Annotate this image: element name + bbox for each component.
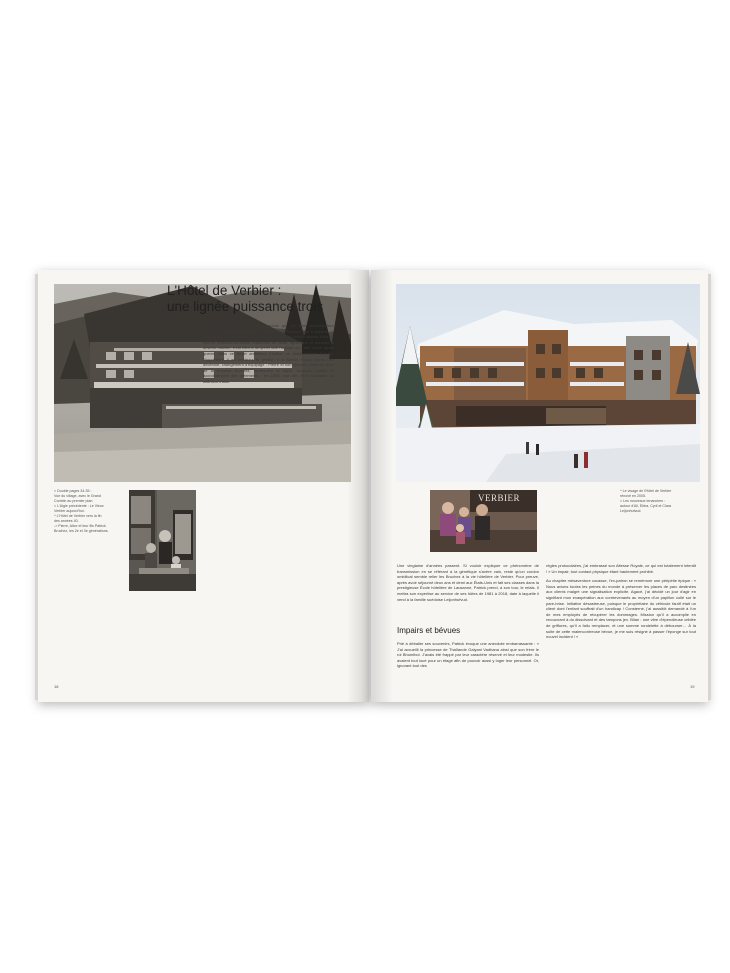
chapter-title [167,283,332,315]
paragraph: Une vingtaine d'années passent. Si vouloir expliquer ce phénomène de transmission en se référant à la génétique s'avère vain, reste qu'un cordon ombilical semble relier les Bruchez à la vie hôtelière de Verbier. Pour preuve, après avoir séjourné deux ans et demi aux États-Unis et fait ses classes dans la prestigieuse École hôtelière de Lausanne, Patrick prend, à son tour, le relais. Il mettra son expertise au service de ses hôtes de 1981 à 2018, date à laquelle il vend à la famille suédoise Leijonhufvud. [397,563,539,602]
caption-line: rénové en 2005. [620,494,646,498]
caption-line: des années 40. [54,519,79,523]
caption-line: < Double pages 34-35 : [54,489,92,493]
family-portrait-photo [129,490,196,591]
caption-line: Vue du village, avec le Grand [54,494,101,498]
right-body-col1-top [397,563,539,606]
paragraph: Prié à déballer ses souvenirs, Patrick évoque une anecdote embarrassante : « J'ai accueilli la princesse de Thaïlande Galyani Vadhana ainsi que son frère le roi Bhumibol. J'avais été frappé par leur caractère réservé et leur modestie. Ils avaient tout loué pour un étage afin de pouvoir aussi y loger leur personnel. Or, ignorant tout des [397,641,539,669]
caption-line: Combin au premier plan. [54,499,94,503]
page-number-right: 19 [690,684,695,689]
left-photo-caption [54,489,126,534]
right-photo-caption [620,489,700,514]
verbier-sign: VERBIER [478,493,521,503]
page-edge [35,274,38,700]
caption-line: -> Pierre, Alice et leur fils Patrick [54,524,106,528]
caption-line: ^ Le visage de l'Hôtel de Verbier [620,489,672,493]
left-body-text [203,323,334,389]
new-owners-photo [430,490,537,552]
caption-line: Verbier aujourd'hui. [54,509,85,513]
caption-line: ^ L'Hôtel de Verbier vers la fin [54,514,102,518]
caption-line: < L'Aigle précédente : Le Vieux [54,504,104,508]
right-body-col2 [546,563,696,644]
caption-line: autour d'Ali, Ebba, Cyril et Clara [620,504,672,508]
caption-line: Bruchez, les 2e et 3e générations. [54,529,109,533]
modern-hotel-photo [396,284,700,482]
right-body-col1-bottom [397,641,539,673]
page-number-left: 18 [54,684,59,689]
page-edge [708,274,711,700]
gutter-shadow [371,270,393,702]
caption-line: < Les nouveaux tenanciers : [620,499,666,503]
paragraph: règles protocolaires, j'ai embrassé son Altesse Royale, ce qui est totalement interdit ! » Un impair, tout contact physique étant hautement prohibé. [546,563,696,574]
title-line: L'Hôtel de Verbier : [167,283,282,298]
title-line: une lignée puissance trois [167,299,324,314]
paragraph: Alexis, Pierre, Patrick… Trois prénoms qui ont pour dénominateur commun d'appartenir tous à la dynastie des Bruchez, qui a présidé du grand-père en petit-fils à la destinée de l'Hôtel de Verbier depuis 1944. Si rien ne prédestinait Alexis, marchand de bétail, agriculteur et boucher, à devenir hôtelier, c'est bien à lui qu'on doit l'audace de s'être lancé, après guerre, dans ce projet ambitieux d'édifier un établissement hôtelier. Propriétaire, il en confierra la gestion à la famille Fusay. Après une décennie, changement d'équipage : Pierre et son épouse, numéros deux de la branche Bruchez, reprennent la barre. Nouveau souffle et accroissement des gréements : en 1958, une aile vient s'adosser au bâtiment initial. [203,323,334,384]
caption-line: Leijonhufvud. [620,509,642,513]
paragraph: Au chapitre mésaventure cocasse, l'ex-patron se remémore une péripétie épique : « Nous avions toutes les peines du monde à préserver les places de parc destinées aux clients malgré une signalisation explicite. Agacé, j'ai décidé un jour d'agir en signifiant mon exaspération aux contrevenants au moyen d'un papillon collé sur le pare-brise. Initiative désastreuse, puisque le propriétaire du véhicule fautif était un client dont l'enfant souffrait d'un handicap ! Consterné, j'ai aussitôt demandé à l'un de mes employés de récupérer les dommages. Mission qu'il a accomplie en recouvrant à du dissolvant et des tampons jex. Bilan : une vitre d'épendieuse criblée de griffures, qu'il a fallu remplacer, et une somme rondelette à débourser… À la suite de cette malencontreuse bévue, je me suis résigné à passer l'éponge sur tout nouvel incident ! » [546,578,696,640]
section-subheading: Impairs et bévues [397,626,461,635]
